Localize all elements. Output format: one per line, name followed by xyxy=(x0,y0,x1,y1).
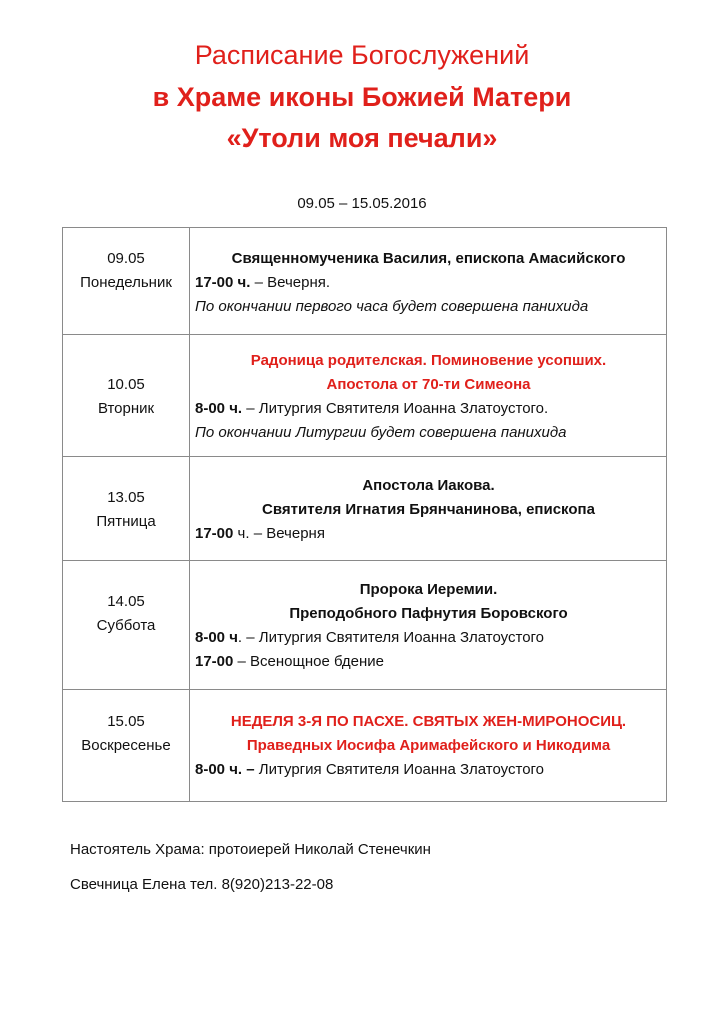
feast-line: Святителя Игнатия Брянчанинова, епископа xyxy=(262,501,595,518)
service-time: 8-00 ч. xyxy=(195,400,243,417)
info-cell xyxy=(190,228,667,335)
service-desc: ч. – Вечерня xyxy=(233,525,325,542)
service-desc: – Всенощное бдение xyxy=(233,653,385,670)
feast-line: Радоница родителская. Поминовение усопших. xyxy=(250,352,607,369)
feast-line: Пророка Иеремии. xyxy=(359,581,498,598)
rector-line: Настоятель Храма: протоиерей Николай Стенечкин xyxy=(70,841,431,858)
day-cell xyxy=(63,690,190,802)
info-cell xyxy=(190,690,667,802)
service-desc: . – Литургия Святителя Иоанна Златоустого xyxy=(237,629,545,646)
row-weekday: Пятница xyxy=(96,513,156,530)
day-cell xyxy=(63,335,190,457)
row-weekday: Воскресенье xyxy=(81,737,171,754)
service-line xyxy=(195,397,662,421)
service-desc: – Вечерня. xyxy=(250,274,331,291)
row-date: 09.05 xyxy=(107,250,145,267)
schedule-table xyxy=(62,227,667,802)
service-desc: Литургия Святителя Иоанна Златоустого xyxy=(254,761,545,778)
row-date: 14.05 xyxy=(107,593,145,610)
title-line-1: Расписание Богослужений xyxy=(194,40,530,70)
day-cell xyxy=(63,561,190,690)
table-row xyxy=(63,228,667,335)
note-line: По окончании Литургии будет совершена панихида xyxy=(195,424,567,441)
service-time: 8-00 ч. – xyxy=(195,761,255,778)
note-line: По окончании первого часа будет совершена панихида xyxy=(195,298,589,315)
service-time: 17-00 xyxy=(195,525,234,542)
row-date: 10.05 xyxy=(107,376,145,393)
date-range: 09.05 – 15.05.2016 xyxy=(297,195,427,212)
service-time: 8-00 ч xyxy=(195,629,238,646)
feast-line: Праведных Иосифа Аримафейского и Никодима xyxy=(246,737,611,754)
table-row xyxy=(63,561,667,690)
feast-line: Апостола Иакова. xyxy=(362,477,495,494)
info-cell xyxy=(190,561,667,690)
day-cell xyxy=(63,457,190,561)
title-line-2: в Храме иконы Божией Матери xyxy=(152,82,572,112)
table-row xyxy=(63,690,667,802)
service-line xyxy=(195,650,662,674)
table-row xyxy=(63,457,667,561)
feast-line: Преподобного Пафнутия Боровского xyxy=(289,605,568,622)
service-line xyxy=(195,758,662,782)
row-weekday: Вторник xyxy=(97,400,155,417)
day-cell xyxy=(63,228,190,335)
service-desc: – Литургия Святителя Иоанна Златоустого. xyxy=(242,400,549,417)
service-time: 17-00 ч. xyxy=(195,274,251,291)
service-time: 17-00 xyxy=(195,653,234,670)
service-line xyxy=(195,522,662,546)
row-weekday: Суббота xyxy=(96,617,156,634)
info-cell xyxy=(190,335,667,457)
feast-line: НЕДЕЛЯ 3-Я ПО ПАСХЕ. СВЯТЫХ ЖЕН-МИРОНОСИЦ. xyxy=(230,713,627,730)
feast-line: Апостола от 70-ти Симеона xyxy=(326,376,531,393)
feast-line: Священномученика Василия, епископа Амасийского xyxy=(231,250,626,267)
table-row xyxy=(63,335,667,457)
row-date: 13.05 xyxy=(107,489,145,506)
service-line xyxy=(195,271,662,295)
info-cell xyxy=(190,457,667,561)
title-line-3: «Утоли моя печали» xyxy=(226,123,498,153)
row-weekday: Понедельник xyxy=(80,274,172,291)
row-date: 15.05 xyxy=(107,713,145,730)
service-line xyxy=(195,626,662,650)
contact-line: Свечница Елена тел. 8(920)213-22-08 xyxy=(70,876,334,893)
